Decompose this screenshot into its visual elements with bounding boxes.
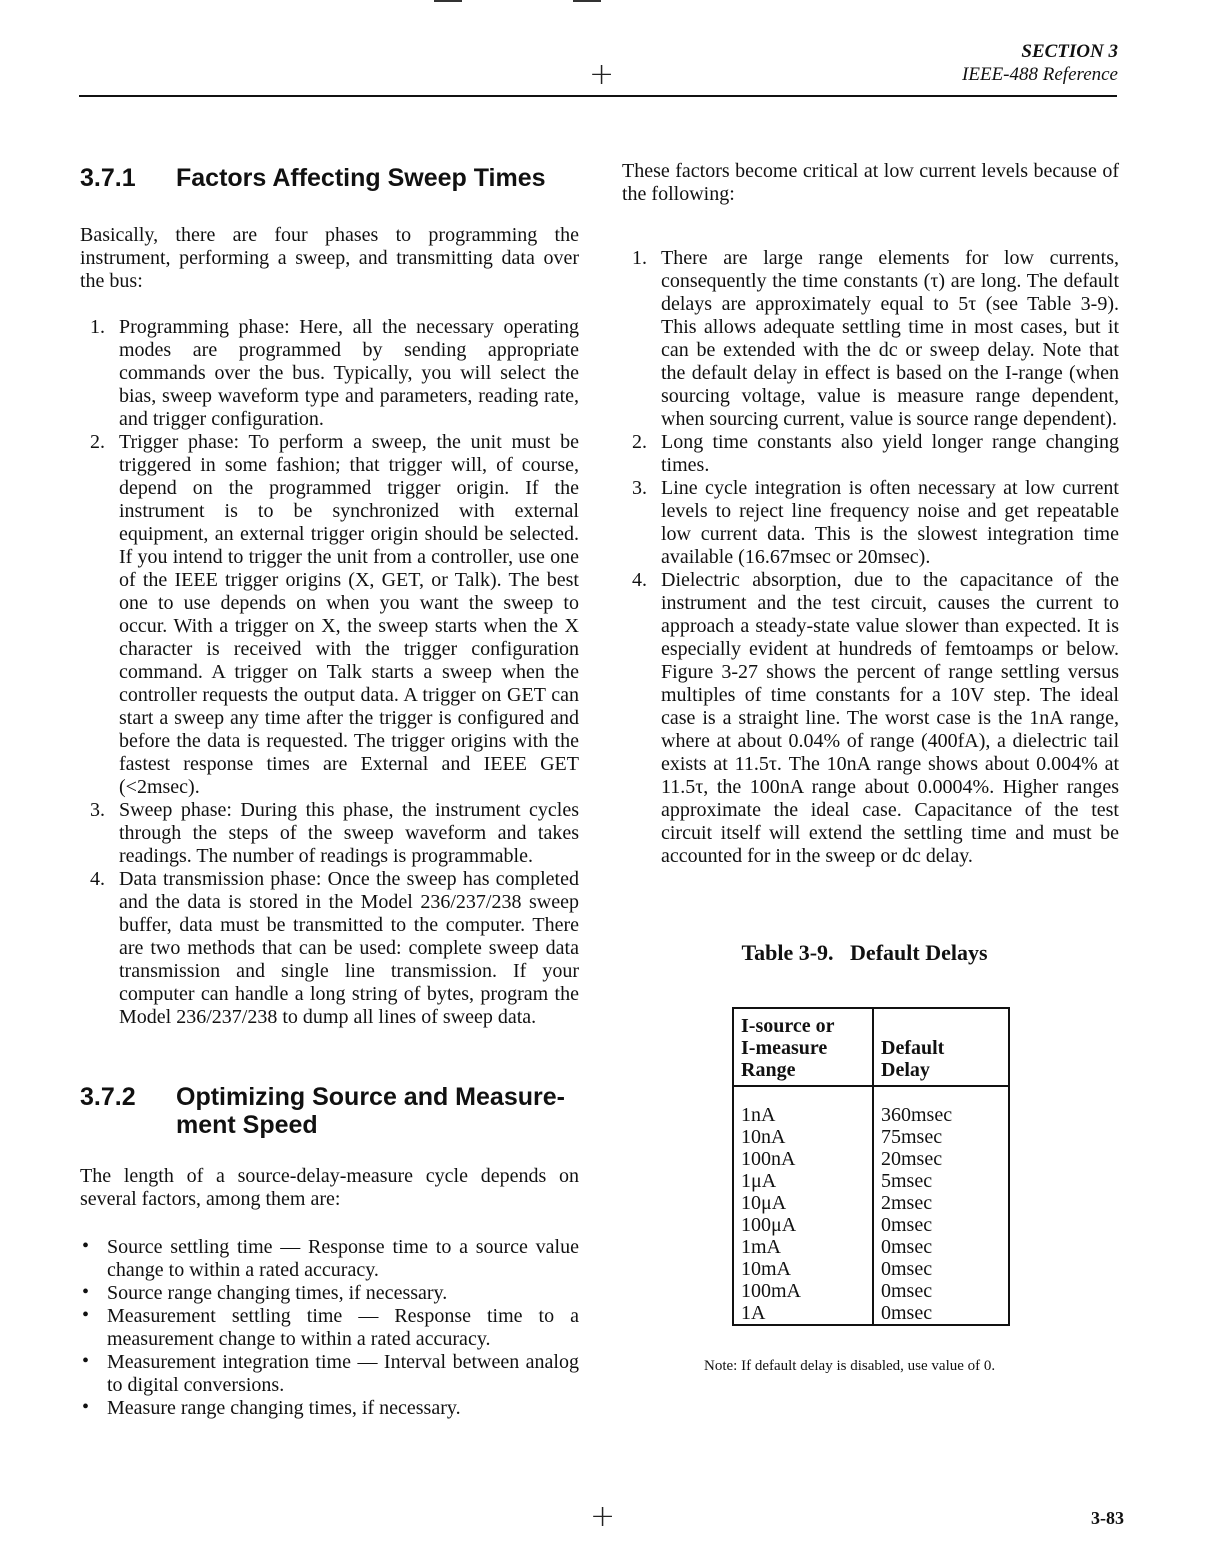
bullet-text: Measurement settling time — Response time to a measurement change to within a rated accuracy. xyxy=(107,1305,579,1350)
bullet-text: Source settling time — Response time to a source value change to within a rated accuracy. xyxy=(107,1236,579,1281)
header-line: I-source or xyxy=(741,1015,835,1037)
range-cell: 100nA xyxy=(733,1148,873,1170)
delay-cell: 5msec xyxy=(881,1170,933,1192)
running-header xyxy=(962,40,1118,86)
bullet-item xyxy=(80,1351,579,1397)
right-column-intro: These factors become critical at low current levels because of the following: xyxy=(622,160,1119,205)
section-heading-3-7-1 xyxy=(80,164,579,192)
range-cell: 1nA xyxy=(733,1086,873,1126)
section-371-intro: Basically, there are four phases to programming the instrument, performing a sweep, and transmitting data over the bus: xyxy=(80,224,579,292)
item-text: Dielectric absorption, due to the capacitance of the instrument and the test circuit, causes the current to approach a steady-state value slower than expected. It is especially evident at hundreds of femtoamps or below. Figure 3-27 shows the percent of range settling versus multiples of time constants for a 10V step. The ideal case is a straight line. The worst case is the 1nA range, where at about 0.04% of range (400fA), a dielectric tail exists at 11.5τ. The 10nA range shows about 0.004% at 11.5τ, the 100nA range about 0.0004%. Higher ranges approximate the ideal case. Capacitance of the test circuit itself will extend the settling time and must be accounted for in the sweep or dc delay. xyxy=(661,569,1119,867)
item-number: 1. xyxy=(632,247,647,269)
right-column xyxy=(622,160,1119,1375)
table-row xyxy=(733,1258,1009,1280)
list-item xyxy=(622,569,1119,868)
section-372-intro: The length of a source-delay-measure cycle depends on several factors, among them are: xyxy=(80,1165,579,1210)
top-crop-mark-left xyxy=(434,0,462,2)
header-line: Range xyxy=(741,1059,796,1081)
section-number: 3.7.1 xyxy=(80,164,136,192)
item-number: 4. xyxy=(90,868,105,890)
table-caption: Table 3-9. Default Delays xyxy=(741,940,988,965)
item-text: Data transmission phase: Once the sweep has completed and the data is stored in the Model 236/237/238 sweep buffer, data must be transmitted to the computer. There are two methods that can be used: complete sweep data transmission and single line transmission. If your computer can handle a long string of bytes, program the Model 236/237/238 to dump all lines of sweep data. xyxy=(119,868,579,1028)
left-column xyxy=(80,160,579,1420)
range-cell: 10μA xyxy=(733,1192,873,1214)
bullet-icon: • xyxy=(82,1235,90,1257)
header-subtitle: IEEE-488 Reference xyxy=(962,64,1118,85)
bullet-icon: • xyxy=(82,1281,90,1303)
section-number: 3.7.2 xyxy=(80,1083,136,1111)
range-cell: 1μA xyxy=(733,1170,873,1192)
delay-cell: 0msec xyxy=(881,1280,933,1302)
section-title xyxy=(176,1083,565,1139)
item-number: 2. xyxy=(90,431,105,453)
bullet-item xyxy=(80,1282,579,1305)
table-row xyxy=(733,1302,1009,1325)
range-cell: 10mA xyxy=(733,1258,873,1280)
header-line: Default xyxy=(881,1037,945,1059)
header-line: I-measure xyxy=(741,1037,828,1059)
section-heading-3-7-2 xyxy=(80,1083,579,1139)
item-number: 3. xyxy=(90,799,105,821)
table-row xyxy=(733,1126,1009,1148)
header-line: Delay xyxy=(881,1059,930,1081)
item-number: 1. xyxy=(90,316,105,338)
bullet-text: Measure range changing times, if necessary. xyxy=(107,1397,461,1419)
table-row xyxy=(733,1214,1009,1236)
bullet-item xyxy=(80,1236,579,1282)
item-text: Programming phase: Here, all the necessary operating modes are programmed by sending appropriate commands over the bus. Typically, you will select the bias, sweep waveform type and parameters, reading rate, and trigger configuration. xyxy=(119,316,579,430)
table-header-row xyxy=(733,1008,1009,1086)
section-title-line-1: Optimizing Source and Measure- xyxy=(176,1083,565,1111)
range-cell: 1mA xyxy=(733,1236,873,1258)
list-item xyxy=(80,316,579,431)
item-number: 4. xyxy=(632,569,647,591)
table-note: Note: If default delay is disabled, use value of 0. xyxy=(704,1358,996,1374)
delay-cell: 2msec xyxy=(881,1192,933,1214)
delay-cell: 0msec xyxy=(881,1302,933,1324)
item-text: Trigger phase: To perform a sweep, the unit must be triggered in some fashion; that trigger will, of course, depend on the programmed trigger origin. If the instrument is to be synchronized with external equipment, an external trigger origin should be selected. If you intend to trigger the unit from a controller, use one of the IEEE trigger origins (X, GET, or Talk). The best one to use depends on when you want the sweep to occur. With a trigger on X, the sweep starts when the X character is received with the trigger configuration command. A trigger on Talk starts a sweep when the controller requests the output data. A trigger on GET can start a sweep any time after the trigger is configured and before the data is requested. The trigger origins with the fastest response times are External and IEEE GET (<2msec). xyxy=(119,431,579,798)
delay-cell: 0msec xyxy=(881,1236,933,1258)
delay-cell: 0msec xyxy=(881,1258,933,1280)
range-cell: 1A xyxy=(733,1302,873,1325)
section-title: Factors Affecting Sweep Times xyxy=(176,164,546,192)
item-text: Sweep phase: During this phase, the instrument cycles through the steps of the sweep waveform and takes readings. The number of readings is programmable. xyxy=(119,799,579,867)
table-row xyxy=(733,1148,1009,1170)
header-rule xyxy=(79,95,1117,97)
header-section: SECTION 3 xyxy=(1021,41,1118,62)
table-row xyxy=(733,1280,1009,1302)
table-row xyxy=(733,1170,1009,1192)
registration-mark-top: + xyxy=(589,57,615,92)
table-row xyxy=(733,1086,1009,1126)
range-cell: 10nA xyxy=(733,1126,873,1148)
list-item xyxy=(80,799,579,868)
list-item xyxy=(80,431,579,799)
default-delays-table xyxy=(732,1007,1010,1326)
bullet-text: Measurement integration time — Interval between analog to digital conversions. xyxy=(107,1351,579,1396)
table-row xyxy=(733,1236,1009,1258)
top-crop-mark-right xyxy=(573,0,601,2)
list-item xyxy=(622,431,1119,477)
range-cell: 100μA xyxy=(733,1214,873,1236)
phase-list xyxy=(80,316,579,1029)
list-item xyxy=(622,477,1119,569)
list-item xyxy=(80,868,579,1029)
bullet-icon: • xyxy=(82,1396,90,1418)
delay-cell: 0msec xyxy=(881,1214,933,1236)
item-text: Long time constants also yield longer range changing times. xyxy=(661,431,1119,476)
item-text: There are large range elements for low currents, consequently the time constants (τ) are long. The default delays are approximately equal to 5τ (see Table 3-9). This allows adequate settling time in most cases, but it can be extended with the dc or sweep delay. Note that the default delay in effect is based on the I-range (when sourcing voltage, value is measure range dependent, when sourcing current, value is source range dependent). xyxy=(661,247,1119,430)
list-item xyxy=(622,247,1119,431)
delay-cell: 360msec xyxy=(881,1104,953,1126)
bullet-icon: • xyxy=(82,1350,90,1372)
item-number: 3. xyxy=(632,477,647,499)
section-title-line-2: ment Speed xyxy=(176,1111,318,1139)
column-header-delay xyxy=(873,1008,1009,1086)
table-row xyxy=(733,1192,1009,1214)
bullet-item xyxy=(80,1305,579,1351)
bullet-item xyxy=(80,1397,579,1420)
bullet-icon: • xyxy=(82,1304,90,1326)
item-number: 2. xyxy=(632,431,647,453)
registration-mark-bottom: + xyxy=(590,1499,616,1534)
delay-cell: 20msec xyxy=(881,1148,943,1170)
item-text: Line cycle integration is often necessary at low current levels to reject line frequency noise and get repeatable low current data. This is the slowest integration time available (16.67msec or 20msec). xyxy=(661,477,1119,568)
range-cell: 100mA xyxy=(733,1280,873,1302)
column-header-range xyxy=(733,1008,873,1086)
low-current-factors-list xyxy=(622,247,1119,868)
delay-cell: 75msec xyxy=(881,1126,943,1148)
factor-list xyxy=(80,1236,579,1420)
bullet-text: Source range changing times, if necessary. xyxy=(107,1282,448,1304)
page-number: 3-83 xyxy=(1091,1508,1124,1528)
